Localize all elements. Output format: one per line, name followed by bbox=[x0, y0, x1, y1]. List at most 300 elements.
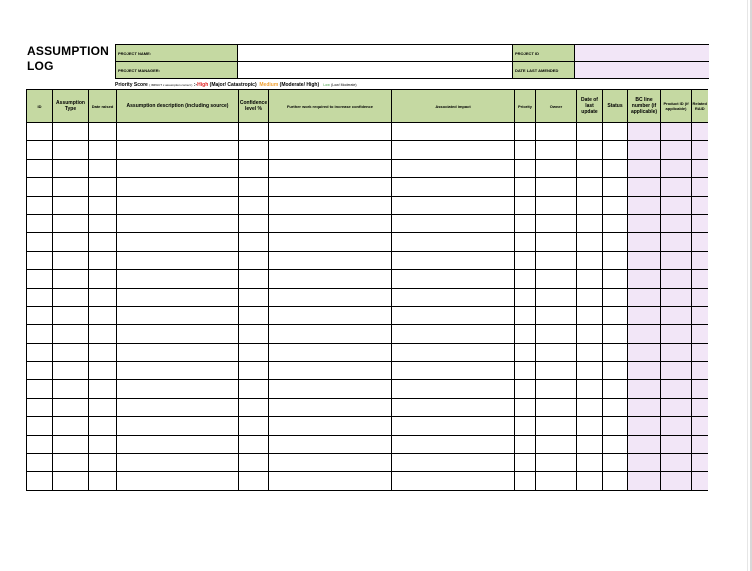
cell-last-update[interactable] bbox=[577, 233, 603, 251]
cell-owner[interactable] bbox=[536, 343, 577, 361]
cell-bc-line[interactable] bbox=[628, 325, 661, 343]
cell-priority[interactable] bbox=[515, 251, 536, 269]
cell-priority[interactable] bbox=[515, 270, 536, 288]
cell-status[interactable] bbox=[603, 398, 628, 416]
cell-owner[interactable] bbox=[536, 325, 577, 343]
cell-impact[interactable] bbox=[392, 325, 515, 343]
cell-priority[interactable] bbox=[515, 435, 536, 453]
cell-owner[interactable] bbox=[536, 398, 577, 416]
cell-impact[interactable] bbox=[392, 123, 515, 141]
cell-bc-line[interactable] bbox=[628, 472, 661, 490]
cell-date-raised[interactable] bbox=[89, 178, 117, 196]
cell-product-id[interactable] bbox=[661, 233, 692, 251]
cell-status[interactable] bbox=[603, 362, 628, 380]
cell-id[interactable] bbox=[27, 435, 53, 453]
cell-date-raised[interactable] bbox=[89, 380, 117, 398]
cell-id[interactable] bbox=[27, 343, 53, 361]
cell-impact[interactable] bbox=[392, 233, 515, 251]
cell-date-raised[interactable] bbox=[89, 454, 117, 472]
cell-product-id[interactable] bbox=[661, 380, 692, 398]
cell-confidence[interactable] bbox=[239, 270, 269, 288]
cell-id[interactable] bbox=[27, 325, 53, 343]
cell-status[interactable] bbox=[603, 141, 628, 159]
cell-description[interactable] bbox=[117, 288, 239, 306]
cell-type[interactable] bbox=[53, 435, 89, 453]
cell-related[interactable] bbox=[692, 435, 708, 453]
cell-confidence[interactable] bbox=[239, 288, 269, 306]
cell-description[interactable] bbox=[117, 214, 239, 232]
cell-id[interactable] bbox=[27, 454, 53, 472]
cell-date-raised[interactable] bbox=[89, 123, 117, 141]
cell-description[interactable] bbox=[117, 472, 239, 490]
cell-description[interactable] bbox=[117, 417, 239, 435]
cell-impact[interactable] bbox=[392, 178, 515, 196]
cell-related[interactable] bbox=[692, 251, 708, 269]
cell-priority[interactable] bbox=[515, 123, 536, 141]
cell-id[interactable] bbox=[27, 380, 53, 398]
cell-description[interactable] bbox=[117, 435, 239, 453]
cell-related[interactable] bbox=[692, 159, 708, 177]
cell-date-raised[interactable] bbox=[89, 288, 117, 306]
cell-type[interactable] bbox=[53, 454, 89, 472]
cell-id[interactable] bbox=[27, 141, 53, 159]
cell-last-update[interactable] bbox=[577, 141, 603, 159]
column-header-last-update[interactable]: Date of last update bbox=[577, 90, 603, 123]
cell-related[interactable] bbox=[692, 141, 708, 159]
cell-type[interactable] bbox=[53, 196, 89, 214]
cell-last-update[interactable] bbox=[577, 288, 603, 306]
cell-further-work[interactable] bbox=[269, 288, 392, 306]
cell-impact[interactable] bbox=[392, 196, 515, 214]
cell-bc-line[interactable] bbox=[628, 123, 661, 141]
cell-confidence[interactable] bbox=[239, 398, 269, 416]
table-row bbox=[27, 123, 708, 141]
cell-related[interactable] bbox=[692, 288, 708, 306]
cell-related[interactable] bbox=[692, 306, 708, 324]
cell-status[interactable] bbox=[603, 123, 628, 141]
cell-date-raised[interactable] bbox=[89, 233, 117, 251]
cell-further-work[interactable] bbox=[269, 325, 392, 343]
cell-impact[interactable] bbox=[392, 159, 515, 177]
cell-last-update[interactable] bbox=[577, 454, 603, 472]
cell-last-update[interactable] bbox=[577, 123, 603, 141]
cell-type[interactable] bbox=[53, 288, 89, 306]
cell-priority[interactable] bbox=[515, 178, 536, 196]
cell-confidence[interactable] bbox=[239, 380, 269, 398]
cell-last-update[interactable] bbox=[577, 417, 603, 435]
cell-type[interactable] bbox=[53, 343, 89, 361]
cell-type[interactable] bbox=[53, 398, 89, 416]
cell-last-update[interactable] bbox=[577, 159, 603, 177]
cell-product-id[interactable] bbox=[661, 435, 692, 453]
cell-product-id[interactable] bbox=[661, 159, 692, 177]
cell-description[interactable] bbox=[117, 123, 239, 141]
cell-date-raised[interactable] bbox=[89, 196, 117, 214]
cell-type[interactable] bbox=[53, 306, 89, 324]
cell-bc-line[interactable] bbox=[628, 141, 661, 159]
cell-priority[interactable] bbox=[515, 343, 536, 361]
cell-impact[interactable] bbox=[392, 214, 515, 232]
cell-description[interactable] bbox=[117, 159, 239, 177]
cell-owner[interactable] bbox=[536, 362, 577, 380]
cell-further-work[interactable] bbox=[269, 251, 392, 269]
cell-status[interactable] bbox=[603, 472, 628, 490]
cell-last-update[interactable] bbox=[577, 435, 603, 453]
cell-impact[interactable] bbox=[392, 398, 515, 416]
cell-owner[interactable] bbox=[536, 435, 577, 453]
cell-impact[interactable] bbox=[392, 270, 515, 288]
cell-confidence[interactable] bbox=[239, 251, 269, 269]
cell-confidence[interactable] bbox=[239, 306, 269, 324]
cell-type[interactable] bbox=[53, 214, 89, 232]
cell-bc-line[interactable] bbox=[628, 251, 661, 269]
column-header-priority[interactable]: Priority bbox=[515, 90, 536, 123]
cell-description[interactable] bbox=[117, 141, 239, 159]
cell-owner[interactable] bbox=[536, 288, 577, 306]
cell-bc-line[interactable] bbox=[628, 435, 661, 453]
cell-confidence[interactable] bbox=[239, 343, 269, 361]
cell-description[interactable] bbox=[117, 306, 239, 324]
cell-further-work[interactable] bbox=[269, 380, 392, 398]
cell-last-update[interactable] bbox=[577, 325, 603, 343]
cell-related[interactable] bbox=[692, 178, 708, 196]
cell-further-work[interactable] bbox=[269, 472, 392, 490]
cell-last-update[interactable] bbox=[577, 362, 603, 380]
cell-id[interactable] bbox=[27, 472, 53, 490]
cell-description[interactable] bbox=[117, 380, 239, 398]
cell-confidence[interactable] bbox=[239, 325, 269, 343]
cell-related[interactable] bbox=[692, 196, 708, 214]
column-header-description[interactable]: Assumption description (including source) bbox=[117, 90, 239, 123]
cell-owner[interactable] bbox=[536, 270, 577, 288]
cell-last-update[interactable] bbox=[577, 343, 603, 361]
cell-bc-line[interactable] bbox=[628, 306, 661, 324]
cell-owner[interactable] bbox=[536, 417, 577, 435]
cell-confidence[interactable] bbox=[239, 123, 269, 141]
cell-bc-line[interactable] bbox=[628, 417, 661, 435]
cell-type[interactable] bbox=[53, 380, 89, 398]
cell-description[interactable] bbox=[117, 251, 239, 269]
cell-priority[interactable] bbox=[515, 288, 536, 306]
cell-further-work[interactable] bbox=[269, 159, 392, 177]
cell-id[interactable] bbox=[27, 362, 53, 380]
column-header-confidence[interactable]: Confidence level % bbox=[239, 90, 269, 123]
cell-product-id[interactable] bbox=[661, 325, 692, 343]
cell-description[interactable] bbox=[117, 398, 239, 416]
cell-last-update[interactable] bbox=[577, 270, 603, 288]
cell-type[interactable] bbox=[53, 141, 89, 159]
cell-priority[interactable] bbox=[515, 141, 536, 159]
cell-status[interactable] bbox=[603, 417, 628, 435]
cell-owner[interactable] bbox=[536, 251, 577, 269]
cell-further-work[interactable] bbox=[269, 178, 392, 196]
cell-description[interactable] bbox=[117, 325, 239, 343]
cell-type[interactable] bbox=[53, 178, 89, 196]
cell-date-raised[interactable] bbox=[89, 472, 117, 490]
cell-product-id[interactable] bbox=[661, 178, 692, 196]
cell-priority[interactable] bbox=[515, 214, 536, 232]
cell-last-update[interactable] bbox=[577, 214, 603, 232]
project-name-field[interactable] bbox=[238, 45, 513, 62]
project-id-field[interactable] bbox=[575, 45, 709, 62]
cell-description[interactable] bbox=[117, 196, 239, 214]
cell-id[interactable] bbox=[27, 270, 53, 288]
cell-product-id[interactable] bbox=[661, 123, 692, 141]
cell-related[interactable] bbox=[692, 270, 708, 288]
cell-owner[interactable] bbox=[536, 141, 577, 159]
cell-impact[interactable] bbox=[392, 288, 515, 306]
cell-type[interactable] bbox=[53, 159, 89, 177]
column-header-status[interactable]: Status bbox=[603, 90, 628, 123]
cell-priority[interactable] bbox=[515, 398, 536, 416]
cell-id[interactable] bbox=[27, 398, 53, 416]
cell-further-work[interactable] bbox=[269, 214, 392, 232]
date-last-amended-field[interactable] bbox=[575, 62, 709, 79]
cell-status[interactable] bbox=[603, 343, 628, 361]
cell-impact[interactable] bbox=[392, 435, 515, 453]
cell-further-work[interactable] bbox=[269, 417, 392, 435]
cell-further-work[interactable] bbox=[269, 233, 392, 251]
cell-date-raised[interactable] bbox=[89, 398, 117, 416]
cell-related[interactable] bbox=[692, 454, 708, 472]
cell-owner[interactable] bbox=[536, 196, 577, 214]
cell-status[interactable] bbox=[603, 251, 628, 269]
cell-bc-line[interactable] bbox=[628, 159, 661, 177]
column-header-related-raid[interactable]: Related RAID bbox=[692, 90, 708, 123]
cell-owner[interactable] bbox=[536, 123, 577, 141]
cell-id[interactable] bbox=[27, 306, 53, 324]
cell-impact[interactable] bbox=[392, 251, 515, 269]
cell-status[interactable] bbox=[603, 435, 628, 453]
cell-description[interactable] bbox=[117, 233, 239, 251]
cell-bc-line[interactable] bbox=[628, 178, 661, 196]
cell-owner[interactable] bbox=[536, 380, 577, 398]
cell-related[interactable] bbox=[692, 343, 708, 361]
cell-product-id[interactable] bbox=[661, 472, 692, 490]
cell-last-update[interactable] bbox=[577, 178, 603, 196]
cell-date-raised[interactable] bbox=[89, 141, 117, 159]
cell-product-id[interactable] bbox=[661, 362, 692, 380]
priority-medium-desc: (Moderate/ High) bbox=[279, 82, 320, 88]
cell-last-update[interactable] bbox=[577, 398, 603, 416]
cell-product-id[interactable] bbox=[661, 196, 692, 214]
cell-priority[interactable] bbox=[515, 380, 536, 398]
cell-description[interactable] bbox=[117, 270, 239, 288]
cell-confidence[interactable] bbox=[239, 417, 269, 435]
cell-bc-line[interactable] bbox=[628, 288, 661, 306]
cell-status[interactable] bbox=[603, 270, 628, 288]
cell-status[interactable] bbox=[603, 196, 628, 214]
cell-status[interactable] bbox=[603, 325, 628, 343]
cell-product-id[interactable] bbox=[661, 251, 692, 269]
column-header-further-work[interactable]: Further work required to increase confidence bbox=[269, 90, 392, 123]
cell-status[interactable] bbox=[603, 178, 628, 196]
cell-owner[interactable] bbox=[536, 306, 577, 324]
cell-priority[interactable] bbox=[515, 196, 536, 214]
cell-further-work[interactable] bbox=[269, 343, 392, 361]
cell-priority[interactable] bbox=[515, 159, 536, 177]
cell-owner[interactable] bbox=[536, 214, 577, 232]
cell-related[interactable] bbox=[692, 362, 708, 380]
cell-impact[interactable] bbox=[392, 417, 515, 435]
cell-date-raised[interactable] bbox=[89, 159, 117, 177]
cell-status[interactable] bbox=[603, 306, 628, 324]
cell-date-raised[interactable] bbox=[89, 325, 117, 343]
cell-type[interactable] bbox=[53, 325, 89, 343]
column-header-owner[interactable]: Owner bbox=[536, 90, 577, 123]
cell-date-raised[interactable] bbox=[89, 251, 117, 269]
cell-further-work[interactable] bbox=[269, 362, 392, 380]
cell-description[interactable] bbox=[117, 454, 239, 472]
cell-related[interactable] bbox=[692, 325, 708, 343]
cell-id[interactable] bbox=[27, 417, 53, 435]
cell-last-update[interactable] bbox=[577, 472, 603, 490]
cell-confidence[interactable] bbox=[239, 178, 269, 196]
cell-product-id[interactable] bbox=[661, 398, 692, 416]
cell-confidence[interactable] bbox=[239, 454, 269, 472]
cell-owner[interactable] bbox=[536, 159, 577, 177]
cell-id[interactable] bbox=[27, 178, 53, 196]
project-manager-field[interactable] bbox=[238, 62, 513, 79]
cell-impact[interactable] bbox=[392, 306, 515, 324]
cell-date-raised[interactable] bbox=[89, 435, 117, 453]
cell-impact[interactable] bbox=[392, 343, 515, 361]
cell-id[interactable] bbox=[27, 196, 53, 214]
cell-type[interactable] bbox=[53, 123, 89, 141]
cell-product-id[interactable] bbox=[661, 270, 692, 288]
column-header-impact[interactable]: Associated impact bbox=[392, 90, 515, 123]
cell-impact[interactable] bbox=[392, 362, 515, 380]
cell-priority[interactable] bbox=[515, 417, 536, 435]
cell-product-id[interactable] bbox=[661, 288, 692, 306]
cell-confidence[interactable] bbox=[239, 159, 269, 177]
cell-bc-line[interactable] bbox=[628, 343, 661, 361]
cell-bc-line[interactable] bbox=[628, 270, 661, 288]
cell-id[interactable] bbox=[27, 214, 53, 232]
cell-further-work[interactable] bbox=[269, 306, 392, 324]
cell-product-id[interactable] bbox=[661, 141, 692, 159]
cell-type[interactable] bbox=[53, 417, 89, 435]
cell-date-raised[interactable] bbox=[89, 306, 117, 324]
cell-owner[interactable] bbox=[536, 178, 577, 196]
cell-priority[interactable] bbox=[515, 472, 536, 490]
cell-last-update[interactable] bbox=[577, 380, 603, 398]
cell-type[interactable] bbox=[53, 270, 89, 288]
cell-status[interactable] bbox=[603, 454, 628, 472]
cell-confidence[interactable] bbox=[239, 196, 269, 214]
cell-confidence[interactable] bbox=[239, 472, 269, 490]
cell-priority[interactable] bbox=[515, 362, 536, 380]
cell-date-raised[interactable] bbox=[89, 214, 117, 232]
cell-impact[interactable] bbox=[392, 454, 515, 472]
column-header-product-id[interactable]: Product ID (if applicable) bbox=[661, 90, 692, 123]
cell-impact[interactable] bbox=[392, 380, 515, 398]
cell-owner[interactable] bbox=[536, 472, 577, 490]
cell-description[interactable] bbox=[117, 178, 239, 196]
cell-further-work[interactable] bbox=[269, 141, 392, 159]
cell-owner[interactable] bbox=[536, 454, 577, 472]
cell-priority[interactable] bbox=[515, 306, 536, 324]
cell-bc-line[interactable] bbox=[628, 233, 661, 251]
cell-priority[interactable] bbox=[515, 454, 536, 472]
cell-further-work[interactable] bbox=[269, 454, 392, 472]
cell-related[interactable] bbox=[692, 233, 708, 251]
cell-confidence[interactable] bbox=[239, 362, 269, 380]
cell-product-id[interactable] bbox=[661, 417, 692, 435]
cell-bc-line[interactable] bbox=[628, 362, 661, 380]
column-header-id[interactable]: ID bbox=[27, 90, 53, 123]
cell-related[interactable] bbox=[692, 472, 708, 490]
cell-related[interactable] bbox=[692, 214, 708, 232]
cell-id[interactable] bbox=[27, 159, 53, 177]
cell-last-update[interactable] bbox=[577, 251, 603, 269]
cell-date-raised[interactable] bbox=[89, 417, 117, 435]
cell-description[interactable] bbox=[117, 343, 239, 361]
cell-date-raised[interactable] bbox=[89, 343, 117, 361]
cell-type[interactable] bbox=[53, 233, 89, 251]
cell-id[interactable] bbox=[27, 288, 53, 306]
cell-status[interactable] bbox=[603, 380, 628, 398]
cell-bc-line[interactable] bbox=[628, 196, 661, 214]
cell-priority[interactable] bbox=[515, 325, 536, 343]
cell-date-raised[interactable] bbox=[89, 270, 117, 288]
cell-related[interactable] bbox=[692, 380, 708, 398]
cell-further-work[interactable] bbox=[269, 435, 392, 453]
cell-confidence[interactable] bbox=[239, 214, 269, 232]
cell-type[interactable] bbox=[53, 472, 89, 490]
cell-priority[interactable] bbox=[515, 233, 536, 251]
cell-status[interactable] bbox=[603, 288, 628, 306]
cell-id[interactable] bbox=[27, 123, 53, 141]
cell-confidence[interactable] bbox=[239, 233, 269, 251]
cell-product-id[interactable] bbox=[661, 306, 692, 324]
cell-product-id[interactable] bbox=[661, 214, 692, 232]
cell-bc-line[interactable] bbox=[628, 380, 661, 398]
cell-further-work[interactable] bbox=[269, 270, 392, 288]
column-header-date-raised[interactable]: Date raised bbox=[89, 90, 117, 123]
cell-date-raised[interactable] bbox=[89, 362, 117, 380]
cell-further-work[interactable] bbox=[269, 398, 392, 416]
cell-confidence[interactable] bbox=[239, 435, 269, 453]
cell-status[interactable] bbox=[603, 214, 628, 232]
column-header-bc-line[interactable]: BC line number (if applicable) bbox=[628, 90, 661, 123]
cell-bc-line[interactable] bbox=[628, 398, 661, 416]
cell-owner[interactable] bbox=[536, 233, 577, 251]
column-header-assumption-type[interactable]: Assumption Type bbox=[53, 90, 89, 123]
cell-impact[interactable] bbox=[392, 141, 515, 159]
cell-product-id[interactable] bbox=[661, 343, 692, 361]
cell-status[interactable] bbox=[603, 159, 628, 177]
cell-type[interactable] bbox=[53, 251, 89, 269]
cell-id[interactable] bbox=[27, 233, 53, 251]
cell-type[interactable] bbox=[53, 362, 89, 380]
cell-last-update[interactable] bbox=[577, 306, 603, 324]
cell-last-update[interactable] bbox=[577, 196, 603, 214]
cell-related[interactable] bbox=[692, 417, 708, 435]
cell-product-id[interactable] bbox=[661, 454, 692, 472]
cell-id[interactable] bbox=[27, 251, 53, 269]
cell-impact[interactable] bbox=[392, 472, 515, 490]
cell-further-work[interactable] bbox=[269, 196, 392, 214]
cell-related[interactable] bbox=[692, 123, 708, 141]
cell-further-work[interactable] bbox=[269, 123, 392, 141]
cell-description[interactable] bbox=[117, 362, 239, 380]
cell-confidence[interactable] bbox=[239, 141, 269, 159]
cell-bc-line[interactable] bbox=[628, 214, 661, 232]
cell-bc-line[interactable] bbox=[628, 454, 661, 472]
cell-status[interactable] bbox=[603, 233, 628, 251]
cell-related[interactable] bbox=[692, 398, 708, 416]
